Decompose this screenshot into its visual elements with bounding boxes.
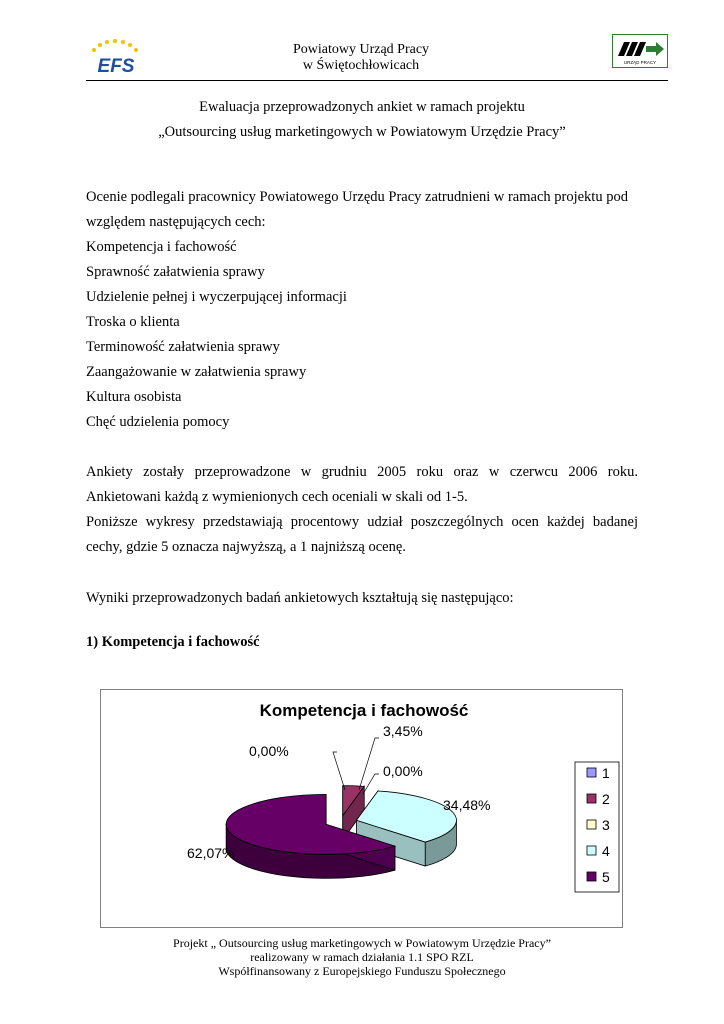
efs-logo [86,36,146,76]
page-header [86,30,668,81]
legend-swatch-3 [587,820,596,829]
data-label-1: 0,00% [249,743,289,759]
features-list [86,235,638,435]
data-label-4: 34,48% [443,797,491,813]
survey-dates-line-1: Ankiety zostały przeprowadzone w grudniu 2005 roku oraz w czerwcu 2006 roku. [86,464,638,480]
legend-box [575,762,619,892]
header-line-2: w Świętochłowicach [302,58,420,73]
legend-label-3: 3 [602,817,610,833]
survey-dates-paragraph [86,460,638,510]
legend-swatch-2 [587,794,596,803]
feature-item: Kultura osobista [86,389,182,405]
chart-frame [100,689,623,928]
legend-label-4: 4 [602,843,610,859]
pie-slices [226,786,456,879]
document-title [86,95,638,145]
legend-swatch-4 [587,846,596,855]
leader-line-3 [363,774,379,794]
charts-description-line-2: cechy, gdzie 5 oznacza najwyższą, a 1 najniższą ocenę. [86,539,406,555]
legend-label-5: 5 [602,869,610,885]
feature-item: Sprawność załatwienia sprawy [86,264,265,280]
footer-line-2: realizowany w ramach działania 1.1 SPO RZL [250,950,474,964]
feature-item: Udzielenie pełnej i wyczerpującej informacji [86,289,347,305]
legend-swatch-1 [587,768,596,777]
footer-line-3: Współfinansowany z Europejskiego Funduszu Społecznego [218,964,506,978]
urzad-pracy-logo [612,34,668,68]
header-line-1: Powiatowy Urząd Pracy [292,42,430,57]
feature-item: Zaangażowanie w załatwienia sprawy [86,364,307,380]
intro-line-1: Ocenie podlegali pracownicy Powiatowego Urzędu Pracy zatrudnieni w ramach projektu pod [86,189,628,205]
leader-line-2 [359,738,379,790]
pie-chart [101,690,622,927]
intro-paragraph [86,185,638,235]
section-heading: 1) Kompetencja i fachowość [86,634,260,650]
chart-title: Kompetencja i fachowość [259,701,469,720]
results-intro: Wyniki przeprowadzonych badań ankietowych kształtują się następująco: [86,590,514,606]
header-title [236,42,486,74]
title-line-2: „Outsourcing usług marketingowych w Powiatowym Urzędzie Pracy” [158,124,566,140]
survey-dates-line-2: Ankietowani każdą z wymienionych cech oceniali w skali od 1-5. [86,489,468,505]
urzad-pracy-logo-text: URZĄD PRACY [623,60,657,65]
page-footer [86,936,638,978]
feature-item: Kompetencja i fachowość [86,239,237,255]
data-label-2: 3,45% [383,723,423,739]
footer-line-1: Projekt „ Outsourcing usług marketingowych w Powiatowym Urzędzie Pracy” [173,936,551,950]
charts-description-line-1: Poniższe wykresy przedstawiają procentowy udział poszczególnych ocen każdej badanej [86,514,638,530]
leader-line-1 [333,752,345,790]
feature-item: Chęć udzielenia pomocy [86,414,230,430]
title-line-1: Ewaluacja przeprowadzonych ankiet w ramach projektu [199,99,525,115]
legend-swatch-5 [587,872,596,881]
legend-label-2: 2 [602,791,610,807]
efs-logo-text: EFS [97,56,135,76]
feature-item: Troska o klienta [86,314,180,330]
feature-item: Terminowość załatwienia sprawy [86,339,280,355]
legend-label-1: 1 [602,765,610,781]
charts-description-paragraph [86,510,638,560]
data-label-5: 62,07% [187,845,235,861]
chart-legend [575,762,619,892]
intro-line-2: względem następujących cech: [86,214,266,230]
data-label-3: 0,00% [383,763,423,779]
